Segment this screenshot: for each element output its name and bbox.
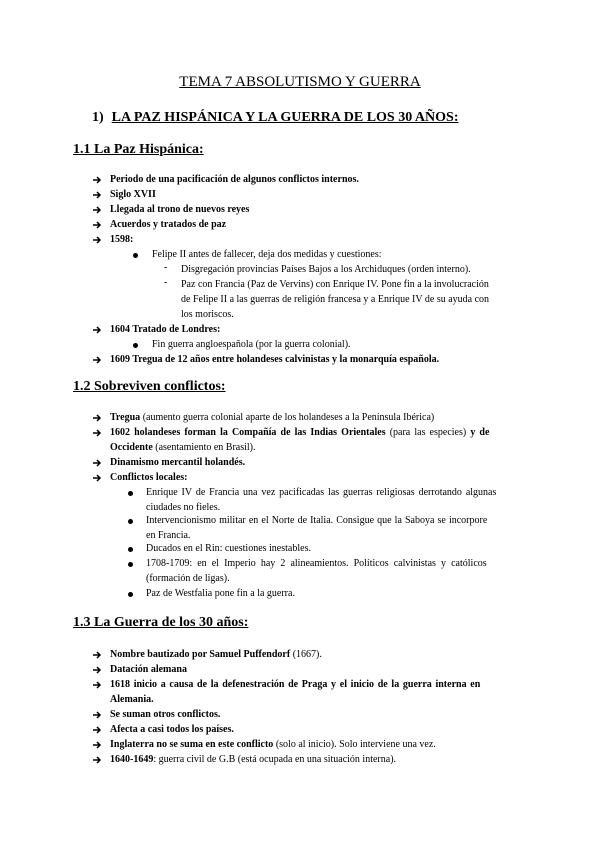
list-item-continuation: los moriscos. [181,309,234,320]
list-item: Paz de Westfalia pone fin a la guerra. [146,588,295,599]
arrow-icon [92,220,102,230]
list-item: 1604 Tratado de Londres: [110,324,221,335]
section-number: 1) [92,110,104,125]
bullet-icon [133,253,138,258]
arrow-icon [92,175,102,185]
list-item: Siglo XVII [110,189,156,200]
list-item: Felipe II antes de fallecer, deja dos medidas y cuestiones: [152,249,382,260]
subsection-heading-1-2: 1.2 Sobreviven conflictos: [73,379,226,394]
list-item-continuation: de Felipe II a las guerras de religión francesa y a Enrique IV de su ayuda con [181,294,490,305]
list-item: 1609 Tregua de 12 años entre holandeses calvinistas y la monarquía española. [110,354,440,365]
list-item-continuation: Occidente (asentamiento en Brasil). [110,442,256,453]
section-heading [92,110,459,126]
list-item: Afecta a casi todos los países. [110,724,234,735]
arrow-icon [92,428,102,438]
list-item: 1618 inicio a causa de la defenestración de Praga y el inicio de la guerra interna en [110,679,481,690]
list-item: Nombre bautizado por Samuel Puffendorf (1667). [110,649,322,660]
list-item: 1640-1649: guerra civil de G.B (está ocupada en una situación interna). [110,754,397,765]
bullet-icon [133,343,138,348]
dash-icon: - [164,262,168,273]
arrow-icon [92,755,102,765]
list-item: 1598: [110,234,134,245]
arrow-icon [92,235,102,245]
arrow-icon [92,325,102,335]
list-item: Intervencionismo militar en el Norte de Italia. Consigue que la Saboya se incorpore [146,515,488,526]
arrow-icon [92,190,102,200]
arrow-icon [92,458,102,468]
list-item-continuation: (formación de ligas). [146,573,230,584]
subsection-heading-1-3: 1.3 La Guerra de los 30 años: [73,615,249,630]
dash-icon: - [164,277,168,288]
bullet-icon [128,491,133,496]
list-item: Acuerdos y tratados de paz [110,219,227,230]
bullet-icon [128,592,133,597]
list-item-continuation: en Francia. [146,530,191,541]
list-item: Inglaterra no se suma en este conflicto (solo al inicio). Solo interviene una vez. [110,739,436,750]
list-item: Datación alemana [110,664,187,675]
list-item: Periodo de una pacificación de algunos conflictos internos. [110,174,359,185]
arrow-icon [92,665,102,675]
arrow-icon [92,205,102,215]
arrow-icon [92,710,102,720]
list-item: Se suman otros conflictos. [110,709,221,720]
list-item: Ducados en el Rin: cuestiones inestables. [146,543,311,554]
list-item: 1708-1709: en el Imperio hay 2 alineamientos. Políticos calvinistas y católicos [146,558,487,569]
list-item: Disgregación provincias Países Bajos a los Archiduques (orden interno). [181,264,471,275]
arrow-icon [92,680,102,690]
arrow-icon [92,413,102,423]
list-item: 1602 holandeses forman la Compañía de las Indias Orientales (para las especies) y de [110,427,490,438]
bullet-icon [128,547,133,552]
section-title: LA PAZ HISPÁNICA Y LA GUERRA DE LOS 30 AÑOS: [111,110,459,125]
list-item: Fin guerra angloespañola (por la guerra colonial). [152,339,351,350]
list-item: Dinamismo mercantil holandés. [110,457,246,468]
arrow-icon [92,355,102,365]
list-item: Tregua (aumento guerra colonial aparte de los holandeses a la Península Ibérica) [110,412,435,423]
list-item-continuation: ciudades no fieles. [146,502,221,513]
subsection-heading-1-1: 1.1 La Paz Hispánica: [73,142,204,157]
arrow-icon [92,473,102,483]
arrow-icon [92,725,102,735]
list-item: Conflictos locales: [110,472,188,483]
arrow-icon [92,740,102,750]
list-item: Enrique IV de Francia una vez pacificadas las guerras religiosas derrotando algunas [146,487,497,498]
arrow-icon [92,650,102,660]
list-item: Llegada al trono de nuevos reyes [110,204,250,215]
bullet-icon [128,519,133,524]
bullet-icon [128,562,133,567]
list-item: Paz con Francia (Paz de Vervins) con Enrique IV. Pone fin a la involucración [181,279,489,290]
list-item-continuation: Alemania. [110,694,154,705]
document-title: TEMA 7 ABSOLUTISMO Y GUERRA [179,74,421,90]
